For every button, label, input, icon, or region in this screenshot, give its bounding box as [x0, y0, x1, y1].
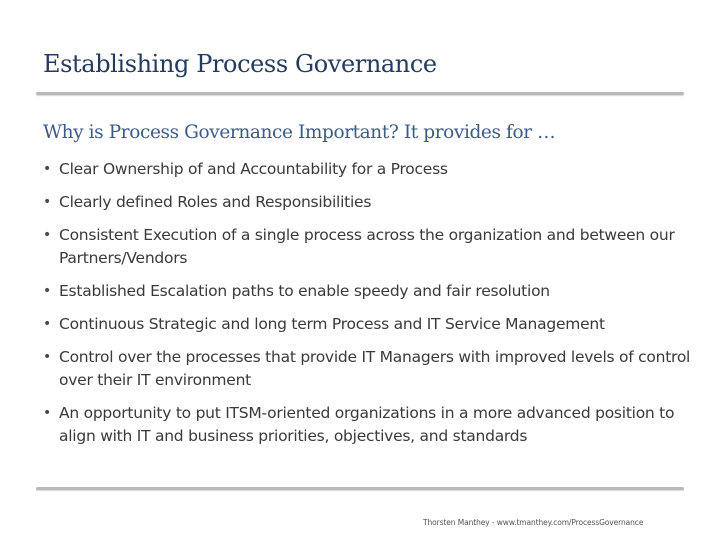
bullet-item [43, 224, 693, 270]
bullet-icon: • [43, 405, 52, 421]
footer-divider [36, 487, 684, 490]
bullet-text: Continuous Strategic and long term Process and IT Service Management [59, 315, 605, 333]
bullet-icon: • [43, 227, 52, 243]
bullet-text: An opportunity to put ITSM-oriented organizations in a more advanced position to align with IT and business priorities, objectives, and standards [59, 404, 675, 445]
bullet-icon: • [43, 283, 52, 299]
bullet-text: Clear Ownership of and Accountability for a Process [59, 160, 448, 178]
bullet-icon: • [43, 161, 52, 177]
title-divider [36, 92, 684, 95]
bullet-item [43, 346, 693, 392]
bullet-text: Consistent Execution of a single process across the organization and between our Partners/Vendors [59, 226, 675, 267]
slide-title: Establishing Process Governance [43, 50, 437, 78]
bullet-text: Control over the processes that provide IT Managers with improved levels of control over their IT environment [59, 348, 691, 389]
bullet-item [43, 191, 693, 214]
bullet-item [43, 280, 693, 303]
bullet-item [43, 313, 693, 336]
bullet-item [43, 158, 693, 181]
bullet-text: Clearly defined Roles and Responsibilities [59, 193, 372, 211]
bullet-list [43, 158, 693, 458]
bullet-icon: • [43, 316, 52, 332]
slide-subheading: Why is Process Governance Important? It provides for … [43, 122, 556, 143]
bullet-text: Established Escalation paths to enable speedy and fair resolution [59, 282, 550, 300]
bullet-icon: • [43, 194, 52, 210]
bullet-item [43, 402, 693, 448]
bullet-icon: • [43, 349, 52, 365]
footer-credit: Thorsten Manthey - www.tmanthey.com/ProcessGovernance [423, 518, 644, 527]
